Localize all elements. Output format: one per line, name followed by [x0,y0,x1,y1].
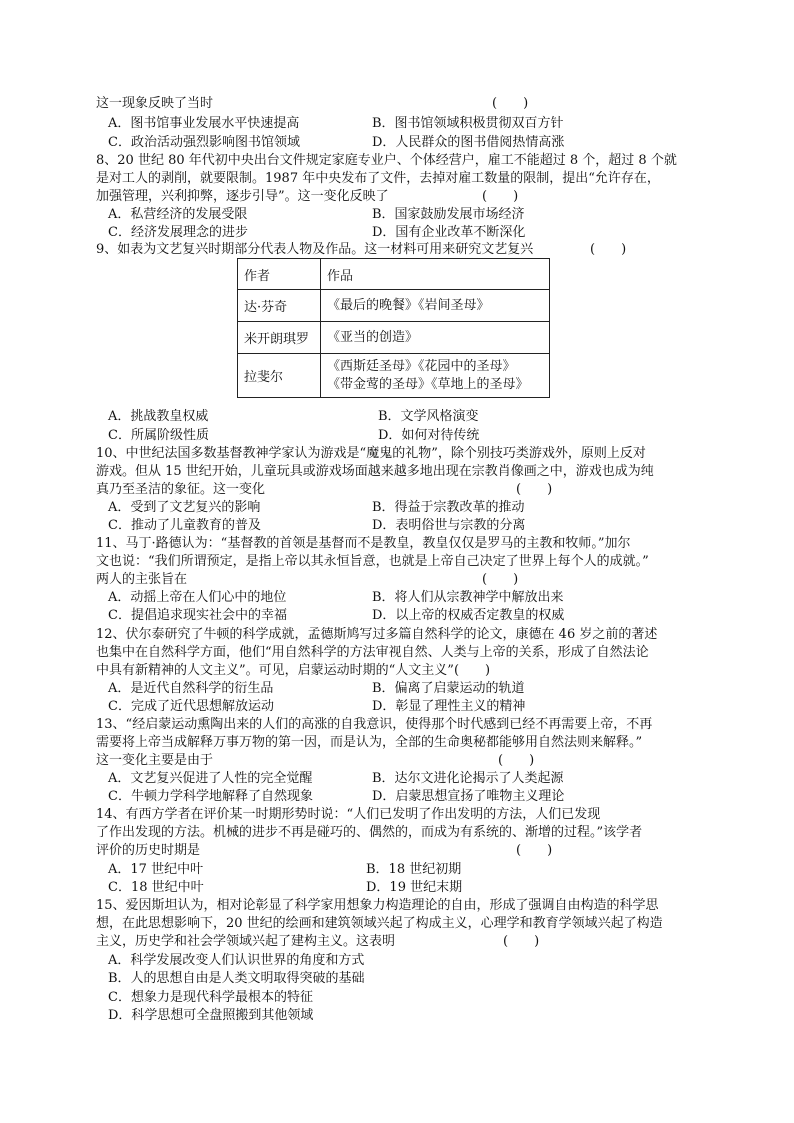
table-row [238,354,550,398]
works-line: 《亚当的创造》 [327,329,419,345]
q13-stem-line1: 13、“经启蒙运动熏陶出来的人们的高涨的自我意识，使得那个时代感到已经不再需要上帝，不再 [96,717,653,732]
q7-stem: 这一现象反映了当时 [96,96,214,111]
table-cell-works [321,290,550,322]
q14-option-c: C．18 世纪中叶 [108,880,204,895]
q15-option-b: B．人的思想自由是人类文明取得突破的基础 [108,971,365,986]
works-line: 《西斯廷圣母》《花园中的圣母》 [327,358,516,374]
q12-stem-line3: 中具有新精神的人文主义”。可见，启蒙运动时期的“人文主义”( ) [96,663,491,678]
q12-option-b: B．偏离了启蒙运动的轨道 [372,681,525,696]
q11-option-c: C．提倡追求现实社会中的幸福 [108,608,287,623]
table-cell-works [321,322,550,354]
q15-option-c: C．想象力是现代科学最根本的特征 [108,990,313,1005]
table-row [238,290,550,322]
q11-option-d: D．以上帝的权威否定教皇的权威 [372,608,565,623]
q14-stem-line3: 评价的历史时期是 [96,843,201,858]
q8-option-a: A．私营经济的发展受限 [108,207,248,222]
q9-option-c: C．所属阶级性质 [108,428,209,443]
q9-stem-line1: 9、如表为文艺复兴时期部分代表人物及作品。这一材料可用来研究文艺复兴 [96,242,534,257]
q10-option-a: A．受到了文艺复兴的影响 [108,500,261,515]
q13-option-b: B．达尔文进化论揭示了人类起源 [372,771,564,786]
q15-stem-line3: 主义，历史学和社会学领域兴起了建构主义。这表明 [96,934,396,949]
q10-stem-line3: 真乃至圣洁的象征。这一变化 [96,482,266,497]
q10-stem-line1: 10、中世纪法国多数基督教神学家认为游戏是“魔鬼的礼物”，除个别技巧类游戏外，原则上反对 [96,446,646,461]
table-header-author: 作者 [238,259,321,290]
q11-answer-paren: ( ) [482,572,519,587]
q13-answer-paren: ( ) [498,753,535,768]
q10-answer-paren: ( ) [516,482,553,497]
q8-option-d: D．国有企业改革不断深化 [372,225,526,240]
q15-stem-line2: 想，在此思想影响下，20 世纪的绘画和建筑领域兴起了构成主义，心理学和教育学领域兴起了构造 [96,916,663,931]
table-cell-author: 米开朗琪罗 [238,322,321,354]
q8-answer-paren: ( ) [482,189,519,204]
works-table [237,258,550,398]
works-line: 《带金莺的圣母》《草地上的圣母》 [327,376,529,392]
q8-stem-line3: 加强管理，兴利抑弊，逐步引导”。这一变化反映了 [96,189,389,204]
q8-option-b: B．国家鼓励发展市场经济 [372,207,525,222]
q12-stem-line2: 也集中在自然科学方面，他们“用自然科学的方法审视自然、人类与上帝的关系，形成了自然法论 [96,645,649,660]
q13-option-c: C．牛顿力学科学地解释了自然现象 [108,789,313,804]
q7-option-b: B．图书馆领域积极贯彻双百方针 [372,116,564,131]
table-cell-author: 拉斐尔 [238,354,321,398]
works-line: 《最后的晚餐》《岩间圣母》 [327,297,490,313]
q8-stem-line2: 是对工人的剥削，就要限制。1987 年中央发布了文件，去掉对雇工数量的限制，提出“允许存在， [96,171,660,186]
q15-stem-line1: 15、爱因斯坦认为，相对论彰显了科学家用想象力构造理论的自由，形成了强调自由构造的科学思 [96,898,659,913]
q13-option-d: D．启蒙思想宣扬了唯物主义理论 [372,789,565,804]
q12-stem-line1: 12、伏尔泰研究了牛顿的科学成就，孟德斯鸠写过多篇自然科学的论文，康德在 46 岁之前的著述 [96,627,658,642]
q11-stem-line3: 两人的主张旨在 [96,572,188,587]
q8-stem-line1: 8、20 世纪 80 年代初中央出台文件规定家庭专业户、个体经营户，雇工不能超过 8 个，超过 8 个就 [96,153,677,168]
q7-option-c: C．政治活动强烈影响图书馆领域 [108,135,300,150]
q13-stem-line2: 需要将上帝当成解释万事万物的第一因，而是认为，全部的生命奥秘都能够用自然法则来解释。” [96,735,643,750]
q14-stem-line2: 了作出发现的方法。机械的进步不再是碰巧的、偶然的，而成为有系统的、渐增的过程。”该学者 [96,825,643,840]
table-header-row [238,259,550,290]
q14-option-b: B．18 世纪初期 [366,862,462,877]
table-cell-works [321,354,550,398]
q7-option-d: D．人民群众的图书借阅热情高涨 [372,135,565,150]
q14-option-a: A．17 世纪中叶 [108,862,204,877]
q9-option-d: D．如何对待传统 [378,428,480,443]
q12-option-c: C．完成了近代思想解放运动 [108,699,274,714]
q14-stem-line1: 14、有西方学者在评价某一时期形势时说：“人们已发明了作出发明的方法，人们已发现 [96,807,601,822]
q10-stem-line2: 游戏。但从 15 世纪开始，儿童玩具或游戏场面越来越多地出现在宗教肖像画之中，游戏也成为纯 [96,464,654,479]
q12-option-a: A．是近代自然科学的衍生品 [108,681,274,696]
q10-option-d: D．表明俗世与宗教的分离 [372,518,526,533]
q11-stem-line1: 11、马丁·路德认为：“基督教的首领是基督而不是教皇，教皇仅仅是罗马的主教和牧师。”加尔 [96,536,631,551]
q15-option-a: A．科学发展改变人们认识世界的角度和方式 [108,953,365,968]
q14-answer-paren: ( ) [516,843,553,858]
q7-option-a: A．图书馆事业发展水平快速提高 [108,116,300,131]
q13-stem-line3: 这一变化主要是由于 [96,753,214,768]
q10-option-c: C．推动了儿童教育的普及 [108,518,261,533]
q11-stem-line2: 文也说：“我们所谓预定，是指上帝以其永恒旨意，也就是上帝自己决定了世界上每个人的成就。” [96,554,649,569]
q9-option-a: A．挑战教皇权威 [108,409,209,424]
q8-option-c: C．经济发展理念的进步 [108,225,248,240]
q7-answer-paren: ( ) [492,96,529,111]
q9-answer-paren: ( ) [590,242,627,257]
q9-option-b: B．文学风格演变 [378,409,479,424]
q11-option-b: B．将人们从宗教神学中解放出来 [372,590,564,605]
table-header-works: 作品 [321,259,550,290]
table-cell-author: 达·芬奇 [238,290,321,322]
q15-answer-paren: ( ) [503,934,540,949]
q15-option-d: D．科学思想可全盘照搬到其他领域 [108,1008,314,1023]
q14-option-d: D．19 世纪末期 [366,880,463,895]
q13-option-a: A．文艺复兴促进了人性的完全觉醒 [108,771,313,786]
q10-option-b: B．得益于宗教改革的推动 [372,500,525,515]
table-row [238,322,550,354]
q11-option-a: A．动摇上帝在人们心中的地位 [108,590,287,605]
q12-option-d: D．彰显了理性主义的精神 [372,699,526,714]
